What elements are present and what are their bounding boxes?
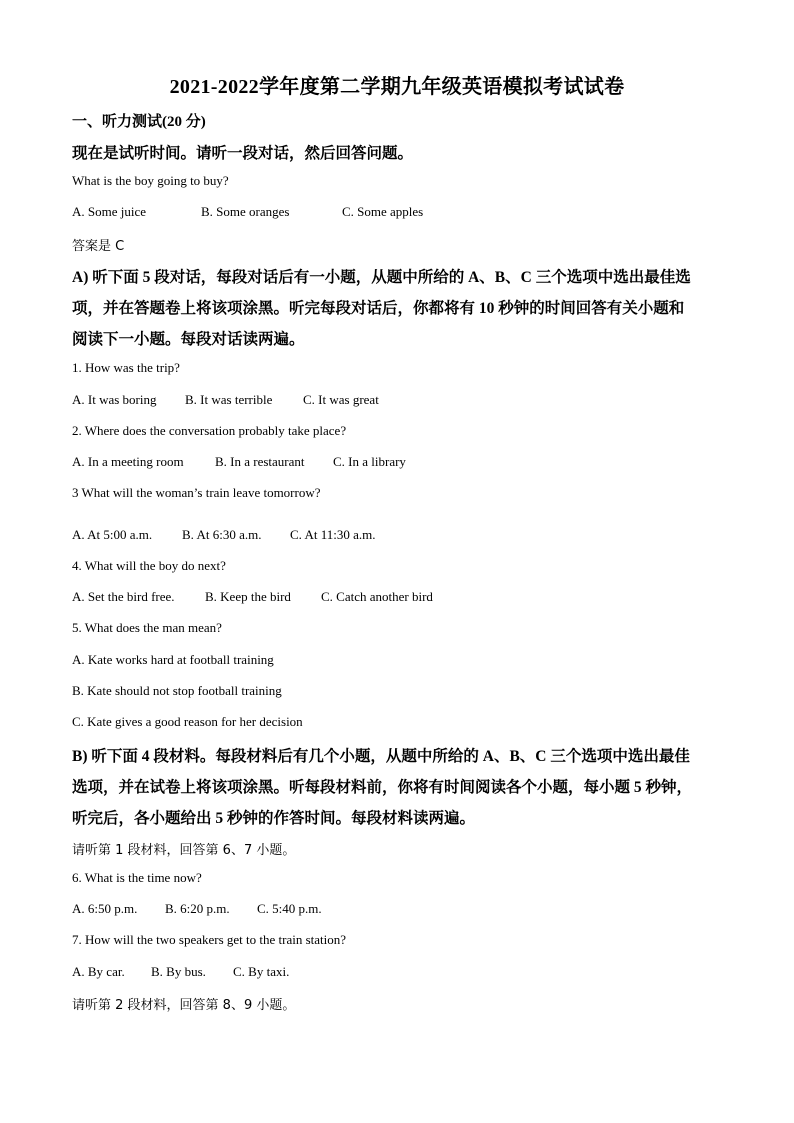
option-a: A. By car. bbox=[72, 964, 125, 979]
option-b: B. Some oranges bbox=[201, 204, 290, 219]
option-b: B. By bus. bbox=[151, 964, 206, 979]
question-3: 3 What will the woman’s train leave tomorrow? bbox=[72, 485, 321, 500]
question-5-option-b: B. Kate should not stop football training bbox=[72, 683, 282, 698]
option-a: A. Some juice bbox=[72, 204, 147, 219]
trial-answer: 答案是 C bbox=[72, 239, 125, 254]
question-1: 1. How was the trip? bbox=[72, 360, 180, 375]
question-4: 4. What will the boy do next? bbox=[72, 558, 226, 573]
question-6: 6. What is the time now? bbox=[72, 870, 202, 885]
question-2-options bbox=[72, 454, 406, 470]
option-c: C. In a library bbox=[333, 454, 406, 469]
option-c: C. Catch another bird bbox=[321, 589, 433, 604]
question-7: 7. How will the two speakers get to the train station? bbox=[72, 932, 347, 947]
question-3-options bbox=[72, 527, 375, 543]
trial-options bbox=[72, 204, 423, 220]
option-b: B. Keep the bird bbox=[205, 589, 291, 604]
partA-instruction-line2: 项，并在答题卷上将该项涂黑。听完每段对话后，你都将有 10 秒钟的时间回答有关小题和 bbox=[72, 300, 685, 317]
option-a: A. At 5:00 a.m. bbox=[72, 527, 153, 542]
question-2: 2. Where does the conversation probably take place? bbox=[72, 423, 347, 438]
question-4-options bbox=[72, 589, 433, 605]
option-a: A. It was boring bbox=[72, 392, 157, 407]
option-a: A. 6:50 p.m. bbox=[72, 901, 138, 916]
option-c: C. By taxi. bbox=[233, 964, 290, 979]
question-7-options bbox=[72, 964, 289, 980]
partB-instruction-line1: B) 听下面 4 段材料。每段材料后有几个小题，从题中所给的 A、B、C 三个选项中选出最佳 bbox=[72, 748, 690, 765]
option-c: C. At 11:30 a.m. bbox=[290, 527, 376, 542]
question-5-option-a: A. Kate works hard at football training bbox=[72, 652, 274, 667]
question-5-option-c: C. Kate gives a good reason for her decision bbox=[72, 714, 303, 729]
question-6-options bbox=[72, 901, 322, 917]
option-b: B. At 6:30 a.m. bbox=[182, 527, 262, 542]
partB-instruction-line2: 选项，并在试卷上将该项涂黑。听每段材料前，你将有时间阅读各个小题，每小题 5 秒钟， bbox=[72, 779, 693, 796]
material-1-instruction: 请听第 1 段材料，回答第 6、7 小题。 bbox=[72, 843, 296, 858]
option-a: A. Set the bird free. bbox=[72, 589, 175, 604]
option-b: B. 6:20 p.m. bbox=[165, 901, 230, 916]
option-a: A. In a meeting room bbox=[72, 454, 184, 469]
question-1-options bbox=[72, 392, 379, 408]
partA-instruction-line3: 阅读下一小题。每段对话读两遍。 bbox=[72, 331, 305, 348]
option-c: C. Some apples bbox=[342, 204, 424, 219]
question-5: 5. What does the man mean? bbox=[72, 620, 222, 635]
option-b: B. In a restaurant bbox=[215, 454, 305, 469]
option-c: C. 5:40 p.m. bbox=[257, 901, 322, 916]
partA-instruction-line1: A) 听下面 5 段对话，每段对话后有一小题，从题中所给的 A、B、C 三个选项中选出最佳选 bbox=[72, 269, 691, 286]
option-c: C. It was great bbox=[303, 392, 379, 407]
trial-instruction: 现在是试听时间。请听一段对话，然后回答问题。 bbox=[72, 145, 414, 162]
page-title: 2021-2022学年度第二学期九年级英语模拟考试试卷 bbox=[169, 76, 625, 98]
option-b: B. It was terrible bbox=[185, 392, 273, 407]
partB-instruction-line3: 听完后，各小题给出 5 秒钟的作答时间。每段材料读两遍。 bbox=[72, 810, 476, 827]
trial-question: What is the boy going to buy? bbox=[72, 173, 229, 188]
material-2-instruction: 请听第 2 段材料，回答第 8、9 小题。 bbox=[72, 998, 296, 1013]
section-heading-listening: 一、听力测试(20 分) bbox=[72, 114, 206, 130]
